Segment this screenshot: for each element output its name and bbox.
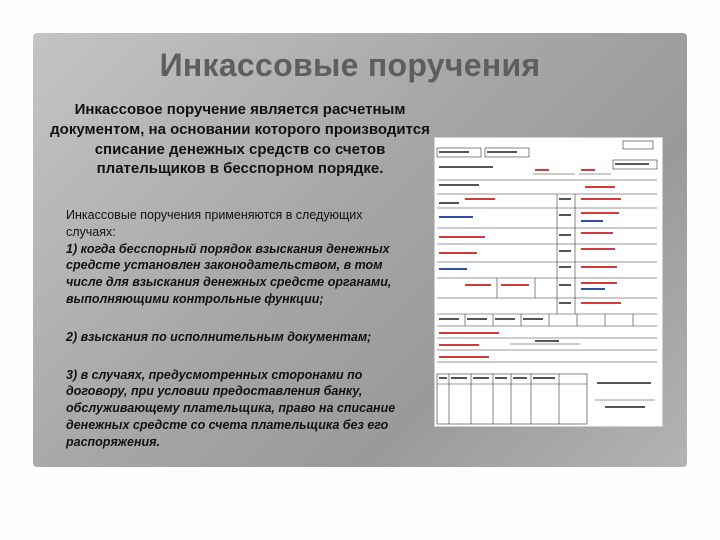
case-item-3: 3) в случаях, предусмотренных сторонами по договору, при условии предоставления банку, обслуживающему плательщика, право на списание денежных средсте со счета плательщика без его распоряжения. (66, 367, 396, 449)
collection-order-form-image (435, 138, 662, 426)
slide-title: Инкассовые поручения (159, 47, 541, 83)
definition-text: Инкассовое поручение является расчетным документом, на основании которого производится списание денежных средств со счетов плательщиков в бесспорном порядке. (50, 101, 430, 178)
case-item-2: 2) взыскания по исполнительным документам; (66, 329, 372, 344)
cases-list (66, 207, 411, 472)
cases-intro: Инкассовые поручения применяются в следующих случаях: (66, 208, 363, 239)
collection-order-form-drawing (435, 138, 662, 426)
case-item-1: 1) когда бесспорный порядок взыскания денежных средсте установлен законодательством, в том числе для взыскания денежных средсте органами, выполняющими контрольные функции; (66, 241, 392, 306)
